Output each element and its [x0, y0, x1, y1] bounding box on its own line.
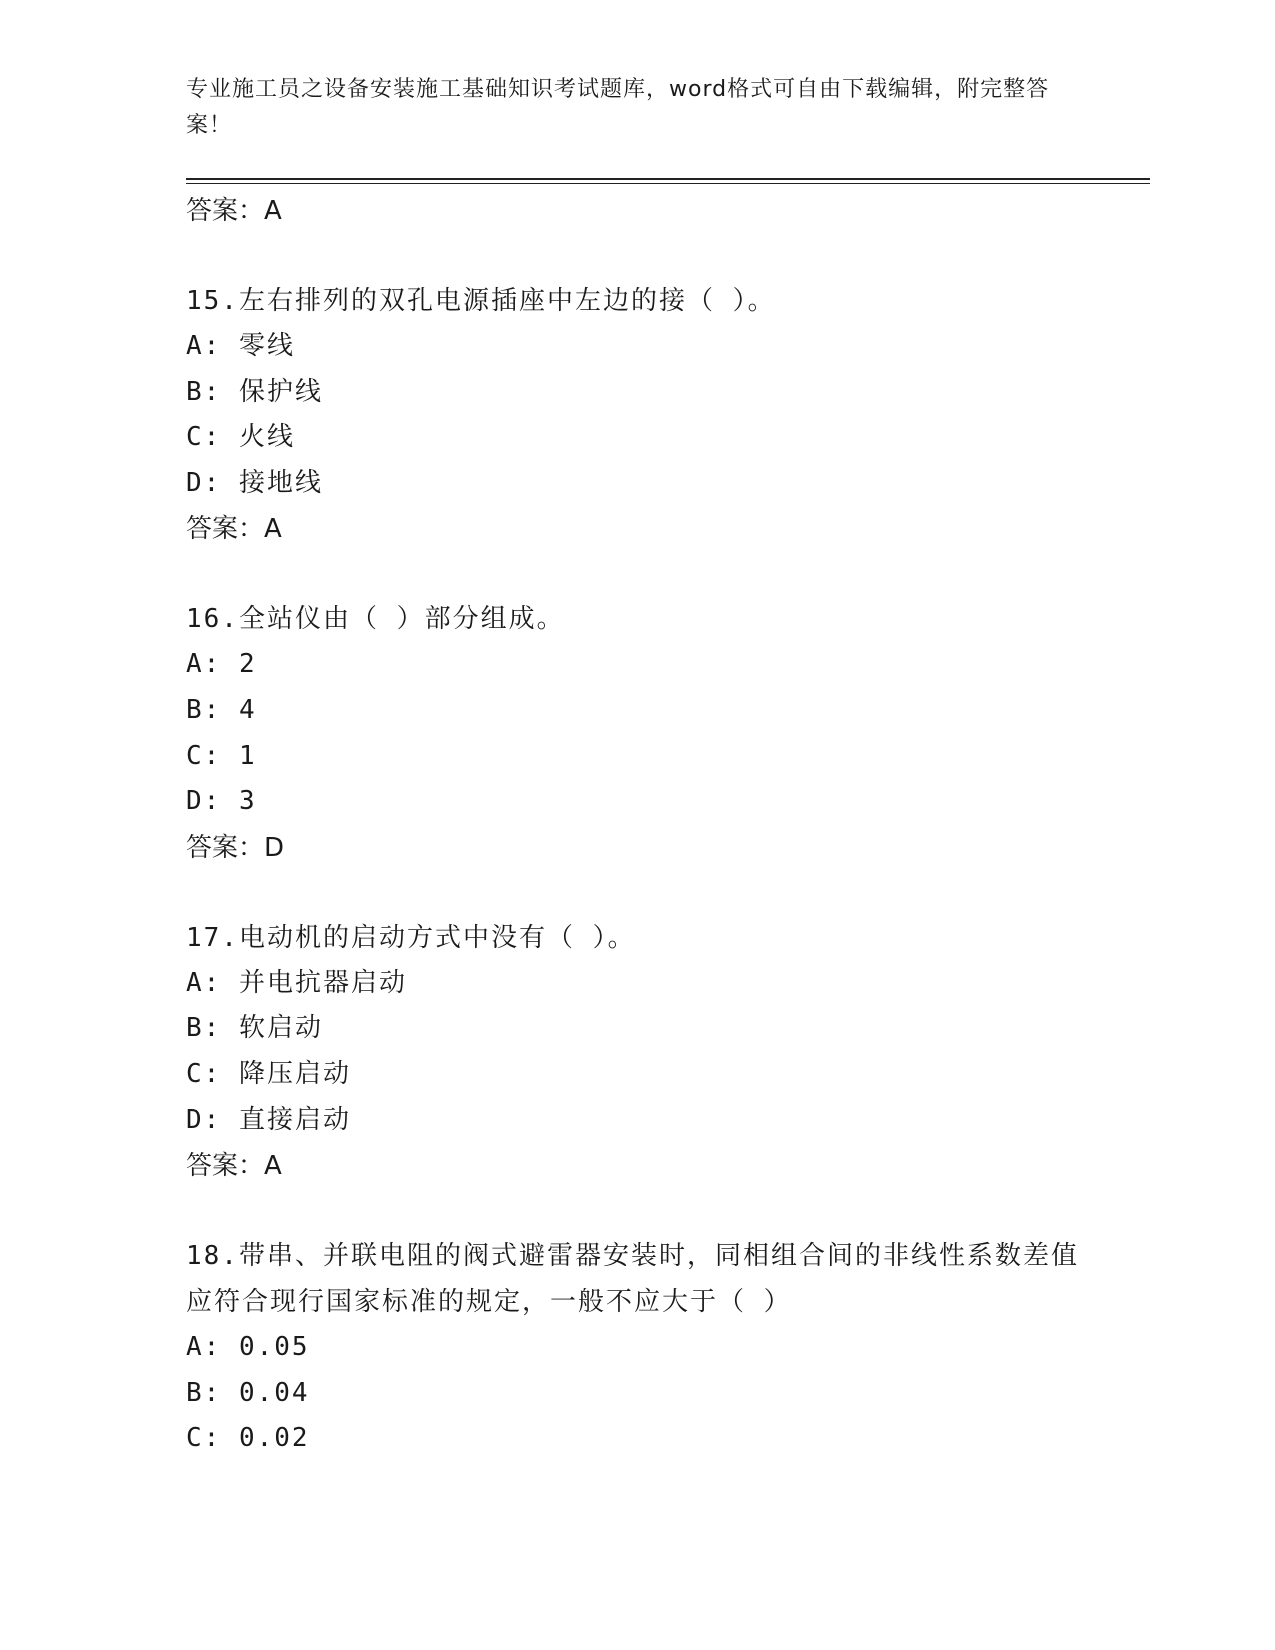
answer-line: 答案：A [186, 196, 282, 226]
spacer [186, 552, 1086, 596]
question-text: 18.带串、并联电阻的阀式避雷器安装时，同相组合间的非线性系数差值应符合现行国家标准的规定，一般不应大于（ ） [186, 1241, 1079, 1318]
answer-line: 答案：A [186, 514, 282, 545]
option-item: D: 3 [186, 786, 257, 817]
option-item: C: 1 [186, 740, 257, 771]
option-item: A: 0.05 [186, 1332, 310, 1363]
answer-line: 答案：A [186, 1151, 282, 1182]
question-text: 15.左右排列的双孔电源插座中左边的接（ ）。 [186, 286, 776, 316]
spacer [186, 871, 1086, 915]
option-item: B: 保护线 [186, 376, 323, 407]
option-item: C: 降压启动 [186, 1058, 351, 1089]
answer-line: 答案：D [186, 832, 285, 863]
option-item: B: 软启动 [186, 1013, 323, 1044]
option-item: A: 2 [186, 649, 257, 680]
option-item: B: 0.04 [186, 1377, 310, 1408]
header-rule-thin [186, 183, 1150, 184]
header-rule-thick [186, 178, 1150, 180]
question-text: 16.全站仪由（ ）部分组成。 [186, 604, 565, 635]
option-item: C: 0.02 [186, 1423, 310, 1454]
option-item: A: 并电抗器启动 [186, 967, 407, 998]
option-item: D: 接地线 [186, 467, 323, 498]
question-list [186, 188, 1086, 1462]
spacer [186, 1189, 1086, 1233]
question-text: 17.电动机的启动方式中没有（ ）。 [186, 922, 636, 953]
spacer [186, 234, 1086, 278]
option-item: A: 零线 [186, 331, 295, 361]
document-header: 专业施工员之设备安装施工基础知识考试题库，word格式可自由下载编辑，附完整答案！ [186, 77, 1050, 138]
option-item: C: 火线 [186, 422, 295, 453]
option-item: D: 直接启动 [186, 1104, 351, 1135]
option-item: B: 4 [186, 694, 257, 725]
